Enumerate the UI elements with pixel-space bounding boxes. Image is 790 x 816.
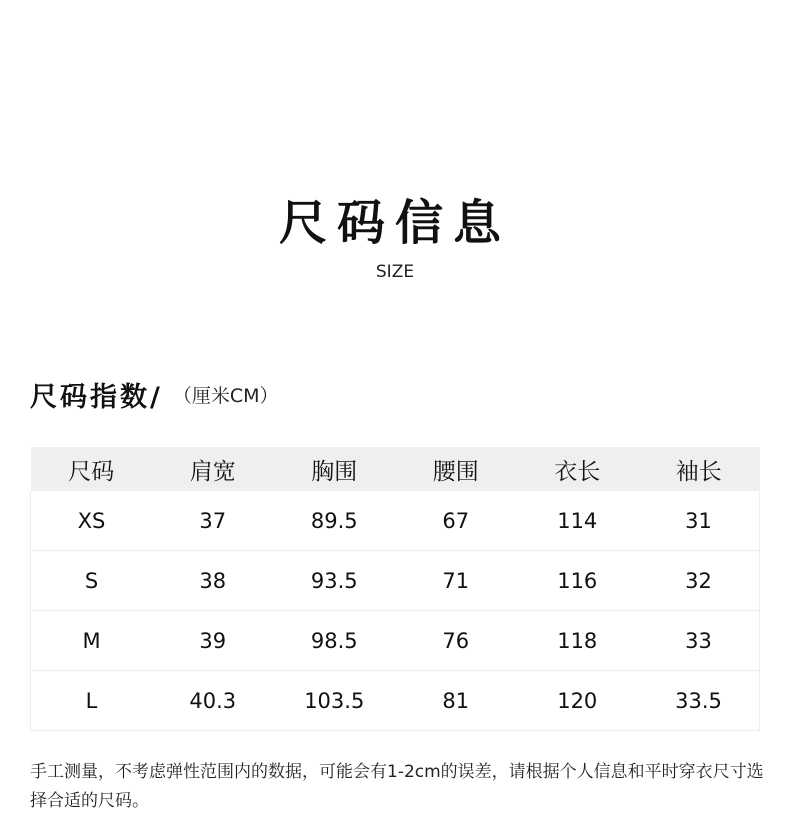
header-waist: 腰围 xyxy=(395,447,517,491)
page-title: 尺码信息 xyxy=(278,195,511,251)
cell-size: M xyxy=(31,611,153,671)
table-row xyxy=(31,551,760,611)
cell-waist: 71 xyxy=(395,551,517,611)
measurement-note: 手工测量，不考虑弹性范围内的数据，可能会有1-2cm的误差，请根据个人信息和平时穿衣尺寸选择合适的尺码。 xyxy=(30,762,764,811)
cell-length: 120 xyxy=(517,671,639,731)
cell-size: XS xyxy=(31,491,153,551)
cell-length: 114 xyxy=(517,491,639,551)
cell-chest: 103.5 xyxy=(274,671,396,731)
cell-shoulder: 39 xyxy=(152,611,274,671)
cell-size: L xyxy=(31,671,153,731)
page-subtitle: SIZE xyxy=(375,262,415,282)
size-index-label: 尺码指数/ xyxy=(30,381,163,413)
cell-chest: 98.5 xyxy=(274,611,396,671)
cell-length: 116 xyxy=(517,551,639,611)
cell-shoulder: 40.3 xyxy=(152,671,274,731)
cell-waist: 67 xyxy=(395,491,517,551)
cell-chest: 93.5 xyxy=(274,551,396,611)
table-row xyxy=(31,671,760,731)
size-table xyxy=(30,447,760,731)
cell-size: S xyxy=(31,551,153,611)
cell-sleeve: 31 xyxy=(638,491,760,551)
unit-label: （厘米CM） xyxy=(172,384,279,407)
table-row xyxy=(31,611,760,671)
cell-sleeve: 32 xyxy=(638,551,760,611)
header-chest: 胸围 xyxy=(274,447,396,491)
cell-shoulder: 37 xyxy=(152,491,274,551)
cell-shoulder: 38 xyxy=(152,551,274,611)
header-length: 衣长 xyxy=(517,447,639,491)
header-sleeve: 袖长 xyxy=(638,447,760,491)
size-index-heading xyxy=(30,374,279,414)
cell-sleeve: 33 xyxy=(638,611,760,671)
cell-sleeve: 33.5 xyxy=(638,671,760,731)
cell-waist: 81 xyxy=(395,671,517,731)
header-size: 尺码 xyxy=(31,447,153,491)
table-header-row xyxy=(31,447,760,491)
cell-length: 118 xyxy=(517,611,639,671)
cell-waist: 76 xyxy=(395,611,517,671)
table-row xyxy=(31,491,760,551)
header-shoulder: 肩宽 xyxy=(152,447,274,491)
cell-chest: 89.5 xyxy=(274,491,396,551)
